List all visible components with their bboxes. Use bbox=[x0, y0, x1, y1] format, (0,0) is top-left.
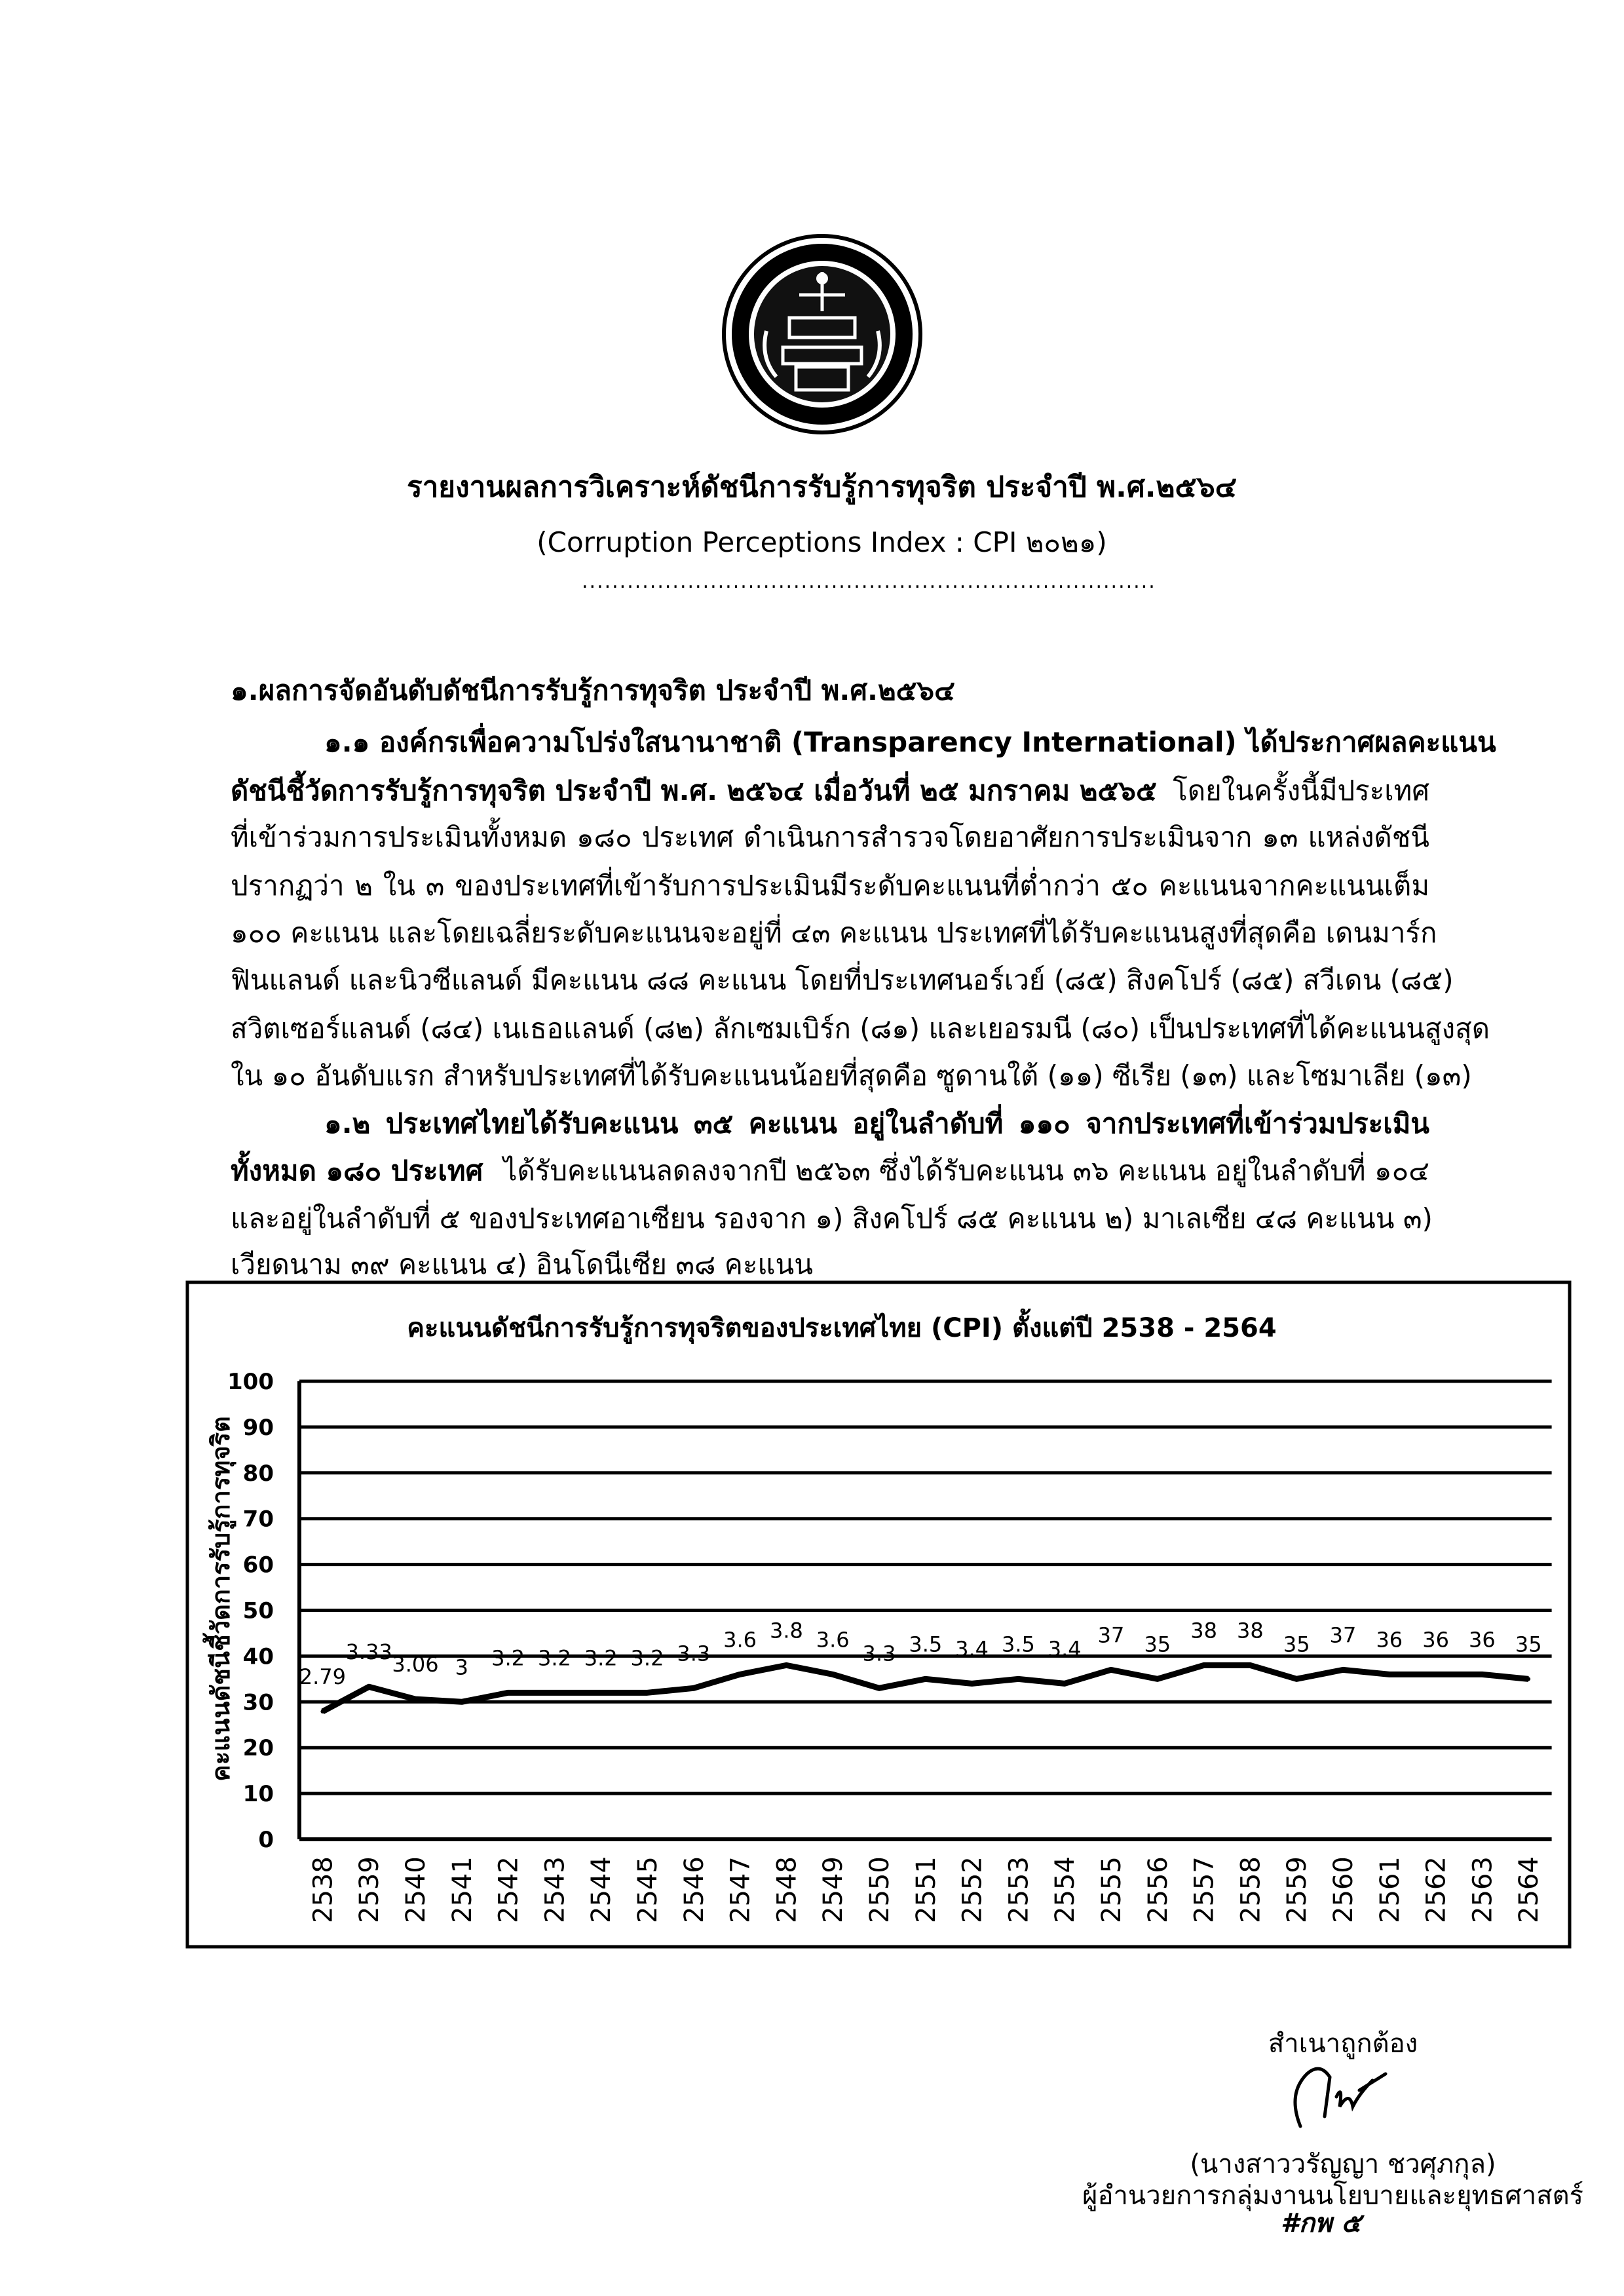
paragraph-line: ฟินแลนด์ และนิวซีแลนด์ มีคะแนน ๘๘ คะแนน โดยที่ประเทศนอร์เวย์ (๘๕) สิงคโปร์ (๘๕) สวีเดน (๘๕) bbox=[231, 964, 1454, 996]
data-point bbox=[1063, 1681, 1067, 1685]
signer-position: ผู้อำนวยการกลุ่มงานนโยบายและยุทธศาสตร์ bbox=[1082, 2181, 1584, 2211]
data-label: 35 bbox=[1283, 1632, 1310, 1657]
data-label: 3.4 bbox=[955, 1636, 989, 1662]
data-point bbox=[924, 1677, 928, 1681]
x-tick-label: 2564 bbox=[1514, 1856, 1545, 1923]
separator: ............................................................................ bbox=[582, 570, 1156, 593]
data-point bbox=[413, 1697, 417, 1701]
x-tick-label: 2539 bbox=[354, 1856, 385, 1923]
x-tick-label: 2562 bbox=[1421, 1856, 1452, 1923]
x-tick-label: 2538 bbox=[308, 1856, 339, 1923]
data-label: 38 bbox=[1190, 1618, 1217, 1643]
y-tick-label: 100 bbox=[227, 1369, 274, 1395]
paragraph-line: ที่เข้าร่วมการประเมินทั้งหมด ๑๘๐ ประเทศ ดำเนินการสำรวจโดยอาศัยการประเมินจาก ๑๓ แหล่งดัชนี bbox=[231, 821, 1429, 853]
x-tick-label: 2548 bbox=[772, 1856, 803, 1923]
data-point bbox=[1202, 1663, 1206, 1667]
data-label: 36 bbox=[1469, 1627, 1496, 1653]
data-point bbox=[738, 1672, 742, 1676]
data-label: 3.2 bbox=[491, 1645, 525, 1671]
x-tick-label: 2541 bbox=[447, 1856, 478, 1923]
paragraph-line-part: ได้รับคะแนนลดลงจากปี ๒๕๖๓ ซึ่งได้รับคะแนน ๓๖ คะแนน อยู่ในลำดับที่ ๑๐๔ bbox=[503, 1155, 1429, 1187]
data-point bbox=[1294, 1677, 1298, 1681]
y-axis-title: คะแนนดัชนีชี้วัดการรับรู้การทุจริต bbox=[206, 1416, 235, 1782]
report-title: รายงานผลการวิเคราะห์ดัชนีการรับรู้การทุจริต ประจำปี พ.ศ.๒๕๖๔ bbox=[406, 470, 1237, 504]
x-tick-label: 2551 bbox=[911, 1856, 941, 1923]
data-label: 3 bbox=[455, 1655, 468, 1680]
data-point bbox=[645, 1691, 649, 1694]
x-tick-label: 2540 bbox=[401, 1856, 431, 1923]
data-point bbox=[831, 1672, 835, 1676]
data-point bbox=[367, 1685, 371, 1689]
data-point bbox=[552, 1691, 556, 1694]
x-tick-label: 2553 bbox=[1004, 1856, 1034, 1923]
data-point bbox=[784, 1663, 788, 1667]
y-tick-label: 50 bbox=[242, 1598, 274, 1624]
y-tick-label: 0 bbox=[258, 1827, 274, 1853]
data-point bbox=[1341, 1668, 1345, 1672]
paragraph-line-bold-part: ทั้งหมด ๑๘๐ ประเทศ bbox=[231, 1155, 483, 1187]
x-tick-label: 2563 bbox=[1467, 1856, 1498, 1923]
paragraph-line: สวิตเซอร์แลนด์ (๘๔) เนเธอแลนด์ (๘๒) ลักเซมเบิร์ก (๘๑) และเยอรมนี (๘๐) เป็นประเทศที่ได้คะแนนสูงสุด bbox=[231, 1012, 1490, 1044]
paragraph-line: และอยู่ในลำดับที่ ๕ ของประเทศอาเซียน รองจาก ๑) สิงคโปร์ ๘๕ คะแนน ๒) มาเลเซีย ๔๘ คะแนน ๓) bbox=[231, 1202, 1433, 1234]
data-point bbox=[506, 1691, 510, 1694]
x-tick-label: 2558 bbox=[1236, 1856, 1266, 1923]
x-tick-label: 2546 bbox=[679, 1856, 709, 1923]
x-tick-label: 2560 bbox=[1329, 1856, 1359, 1923]
data-point bbox=[1434, 1672, 1438, 1676]
data-point bbox=[692, 1686, 696, 1690]
paragraph-line: เวียดนาม ๓๙ คะแนน ๔) อินโดนีเซีย ๓๘ คะแนน bbox=[231, 1248, 813, 1280]
x-tick-label: 2554 bbox=[1050, 1856, 1081, 1923]
report-subtitle: (Corruption Perceptions Index : CPI ๒๐๒๑) bbox=[537, 526, 1107, 558]
data-point bbox=[320, 1710, 324, 1713]
handwritten-stamp: #กพ ๕ bbox=[1281, 2208, 1361, 2238]
data-label: 37 bbox=[1097, 1622, 1125, 1648]
data-point bbox=[877, 1686, 881, 1690]
x-tick-label: 2545 bbox=[633, 1856, 663, 1923]
x-tick-label: 2555 bbox=[1097, 1856, 1127, 1923]
y-tick-label: 60 bbox=[242, 1552, 274, 1578]
data-point bbox=[1388, 1672, 1391, 1676]
y-tick-label: 40 bbox=[242, 1643, 274, 1670]
data-point bbox=[1526, 1677, 1530, 1681]
data-label: 36 bbox=[1376, 1627, 1403, 1653]
data-point bbox=[460, 1700, 464, 1704]
y-tick-label: 80 bbox=[242, 1460, 274, 1487]
data-point bbox=[1109, 1668, 1113, 1672]
data-label: 3.6 bbox=[816, 1627, 850, 1653]
data-label: 37 bbox=[1329, 1622, 1357, 1648]
x-tick-label: 2544 bbox=[586, 1856, 617, 1923]
section-heading: ๑.ผลการจัดอันดับดัชนีการรับรู้การทุจริต ประจำปี พ.ศ.๒๕๖๔ bbox=[231, 674, 955, 706]
data-label: 38 bbox=[1237, 1618, 1264, 1643]
paragraph-line-bold-part: ดัชนีชี้วัดการรับรู้การทุจริต ประจำปี พ.ศ. ๒๕๖๔ เมื่อวันที่ ๒๕ มกราคม ๒๕๖๕ bbox=[231, 775, 1157, 807]
y-tick-label: 20 bbox=[242, 1735, 274, 1762]
data-label: 3.2 bbox=[537, 1645, 571, 1671]
series-line bbox=[322, 1665, 1528, 1712]
data-label: 3.8 bbox=[769, 1618, 803, 1643]
x-tick-label: 2550 bbox=[865, 1856, 895, 1923]
data-label: 3.4 bbox=[1048, 1636, 1082, 1662]
paragraph-line: ปรากฏว่า ๒ ใน ๓ ของประเทศที่เข้ารับการประเมินมีระดับคะแนนที่ต่ำกว่า ๕๐ คะแนนจากคะแนนเต็ม bbox=[231, 870, 1429, 902]
data-label: 3.06 bbox=[392, 1652, 439, 1677]
x-tick-label: 2543 bbox=[540, 1856, 571, 1923]
x-tick-label: 2552 bbox=[957, 1856, 988, 1923]
x-tick-label: 2542 bbox=[493, 1856, 524, 1923]
data-point bbox=[1016, 1677, 1020, 1681]
data-label: 35 bbox=[1144, 1632, 1171, 1657]
certified-copy-label: สำเนาถูกต้อง bbox=[1268, 2029, 1418, 2059]
signer-name: (นางสาววรัญญา ชวศุภกุล) bbox=[1190, 2149, 1496, 2179]
x-tick-label: 2561 bbox=[1374, 1856, 1405, 1923]
paragraph-line: ใน ๑๐ อันดับแรก สำหรับประเทศที่ได้รับคะแนนน้อยที่สุดคือ ซูดานใต้ (๑๑) ซีเรีย (๑๓) และโซมาเลีย (๑๓) bbox=[231, 1060, 1472, 1092]
data-label: 3.5 bbox=[909, 1632, 943, 1657]
data-label: 3.6 bbox=[723, 1627, 757, 1653]
data-point bbox=[1248, 1663, 1252, 1667]
data-point bbox=[599, 1691, 603, 1694]
data-label: 3.2 bbox=[630, 1645, 664, 1671]
x-tick-label: 2547 bbox=[725, 1856, 756, 1923]
data-label: 3.3 bbox=[862, 1641, 896, 1666]
y-tick-label: 10 bbox=[242, 1781, 274, 1808]
data-label: 36 bbox=[1422, 1627, 1449, 1653]
signature bbox=[1281, 2064, 1412, 2130]
x-tick-label: 2556 bbox=[1142, 1856, 1173, 1923]
y-tick-label: 90 bbox=[242, 1414, 274, 1441]
data-label: 3.5 bbox=[1001, 1632, 1035, 1657]
paragraph-line-part: โดยในครั้งนี้มีประเทศ bbox=[1173, 775, 1429, 807]
x-tick-label: 2549 bbox=[818, 1856, 849, 1923]
chart-title: คะแนนดัชนีการรับรู้การทุจริตของประเทศไทย (CPI) ตั้งแต่ปี 2538 - 2564 bbox=[407, 1313, 1277, 1343]
data-label: 3.33 bbox=[345, 1639, 392, 1665]
y-tick-label: 30 bbox=[242, 1689, 274, 1716]
x-tick-label: 2559 bbox=[1282, 1856, 1313, 1923]
data-label: 2.79 bbox=[299, 1664, 347, 1689]
data-label: 35 bbox=[1515, 1632, 1542, 1657]
paragraph-line: ๑๐๐ คะแนน และโดยเฉลี่ยระดับคะแนนจะอยู่ที่ ๔๓ คะแนน ประเทศที่ได้รับคะแนนสูงที่สุดคือ เดนมาร์ก bbox=[231, 917, 1437, 949]
paragraph-line: ๑.๑ องค์กรเพื่อความโปร่งใสนานาชาติ (Transparency International) ได้ประกาศผลคะแนน bbox=[324, 726, 1496, 758]
data-point bbox=[970, 1681, 974, 1685]
paragraph-line: ๑.๒ ประเทศไทยได้รับคะแนน ๓๕ คะแนน อยู่ในลำดับที่ ๑๑๐ จากประเทศที่เข้าร่วมประเมิน bbox=[324, 1107, 1429, 1139]
y-tick-label: 70 bbox=[242, 1506, 274, 1533]
data-label: 3.3 bbox=[677, 1641, 711, 1666]
data-point bbox=[1480, 1672, 1484, 1676]
data-label: 3.2 bbox=[584, 1645, 618, 1671]
x-tick-label: 2557 bbox=[1189, 1856, 1220, 1923]
data-point bbox=[1156, 1677, 1160, 1681]
